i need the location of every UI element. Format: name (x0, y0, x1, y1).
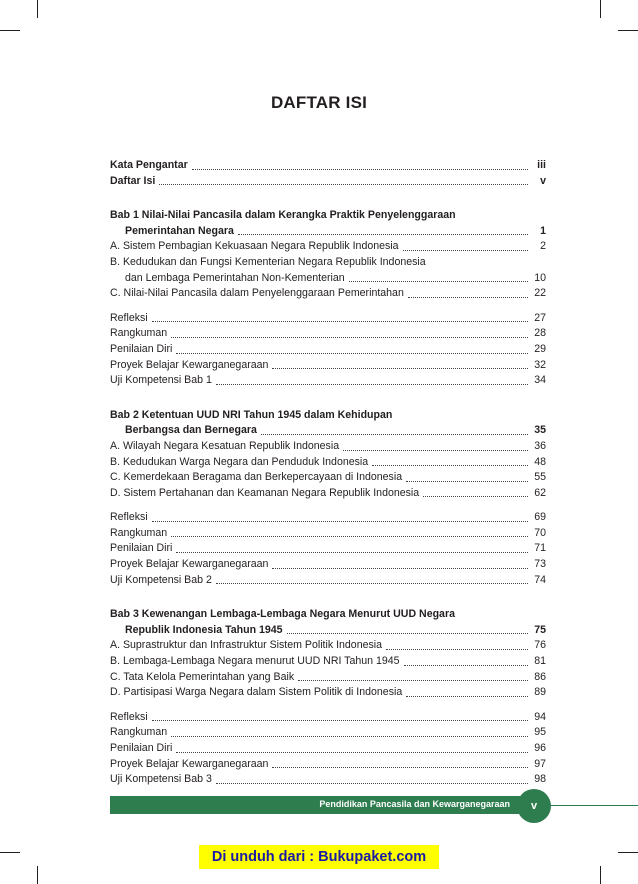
toc-entry[interactable]: C. Kemerdekaan Beragama dan Berkepercayaan di Indonesia 55 (110, 471, 546, 484)
toc-entry[interactable]: Uji Kompetensi Bab 2 74 (110, 573, 546, 586)
toc-entry[interactable]: Uji Kompetensi Bab 1 34 (110, 374, 546, 387)
toc-entry[interactable]: Refleksi 27 (110, 311, 546, 324)
chapter-2 (110, 408, 546, 589)
footer-book-title: Pendidikan Pancasila dan Kewarganegaraan (319, 799, 510, 809)
chapter-entry[interactable]: Berbangsa dan Bernegara 35 (125, 424, 546, 437)
chapter-entry[interactable]: Republik Indonesia Tahun 1945 75 (125, 623, 546, 636)
page-number-badge (517, 789, 551, 823)
chapter-title: Bab 2 Ketentuan UUD NRI Tahun 1945 dalam Kehidupan (110, 408, 393, 421)
crop-mark (0, 852, 20, 853)
table-of-contents (110, 158, 546, 807)
toc-entry[interactable]: C. Tata Kelola Pemerintahan yang Baik 86 (110, 670, 546, 683)
toc-entry[interactable]: Penilaian Diri 29 (110, 342, 546, 355)
toc-entry[interactable]: Kata Pengantar iii (110, 159, 546, 171)
chapter-1 (110, 208, 546, 389)
toc-entry[interactable]: Refleksi 69 (110, 511, 546, 524)
toc-entry[interactable]: C. Nilai-Nilai Pancasila dalam Penyelenggaraan Pemerintahan 22 (110, 287, 546, 300)
toc-entry[interactable]: Penilaian Diri 71 (110, 542, 546, 555)
toc-entry[interactable]: D. Sistem Pertahanan dan Keamanan Negara Republik Indonesia 62 (110, 486, 546, 499)
crop-mark (37, 0, 38, 18)
toc-entry[interactable]: B. Lembaga-Lembaga Negara menurut UUD NRI Tahun 1945 81 (110, 655, 546, 668)
chapter-title: Bab 3 Kewenangan Lembaga-Lembaga Negara Menurut UUD Negara (110, 608, 455, 621)
toc-entry[interactable]: A. Sistem Pembagian Kekuasaan Negara Republik Indonesia 2 (110, 240, 546, 253)
chapter-entry[interactable]: Pemerintahan Negara 1 (125, 224, 546, 237)
chapter-3 (110, 607, 546, 788)
toc-entry[interactable]: A. Wilayah Negara Kesatuan Republik Indonesia 36 (110, 439, 546, 452)
footer-bar (110, 796, 524, 814)
crop-mark (600, 0, 601, 18)
page-number: v (530, 800, 538, 812)
crop-mark (618, 852, 638, 853)
toc-entry-line: B. Kedudukan dan Fungsi Kementerian Negara Republik Indonesia (110, 255, 426, 268)
toc-entry[interactable]: Daftar Isi v (110, 174, 546, 187)
toc-entry[interactable]: dan Lembaga Pemerintahan Non-Kementerian 10 (125, 271, 546, 284)
crop-mark (0, 30, 20, 31)
toc-entry[interactable]: Proyek Belajar Kewarganegaraan 97 (110, 757, 546, 770)
toc-entry[interactable]: Rangkuman 95 (110, 726, 546, 739)
download-banner[interactable]: Di unduh dari : Bukupaket.com (199, 845, 439, 869)
toc-entry[interactable]: Penilaian Diri 96 (110, 742, 546, 754)
toc-entry[interactable]: D. Partisipasi Warga Negara dalam Sistem Politik di Indonesia 89 (110, 686, 546, 699)
front-matter (110, 158, 546, 189)
toc-entry[interactable]: Proyek Belajar Kewarganegaraan 73 (110, 558, 546, 571)
toc-entry[interactable]: A. Suprastruktur dan Infrastruktur Sistem Politik Indonesia 76 (110, 639, 546, 652)
crop-mark (37, 866, 38, 884)
toc-entry[interactable]: Refleksi 94 (110, 710, 546, 723)
toc-entry[interactable]: Rangkuman 70 (110, 526, 546, 539)
toc-entry[interactable]: Uji Kompetensi Bab 3 98 (110, 773, 546, 786)
toc-entry[interactable]: B. Kedudukan Warga Negara dan Penduduk Indonesia 48 (110, 455, 546, 468)
crop-mark (618, 30, 638, 31)
toc-entry[interactable]: Proyek Belajar Kewarganegaraan 32 (110, 358, 546, 371)
chapter-title: Bab 1 Nilai-Nilai Pancasila dalam Kerangka Praktik Penyelenggaraan (110, 209, 456, 222)
crop-mark (600, 866, 601, 884)
page-title: DAFTAR ISI (270, 93, 368, 112)
toc-entry[interactable]: Rangkuman 28 (110, 327, 546, 340)
